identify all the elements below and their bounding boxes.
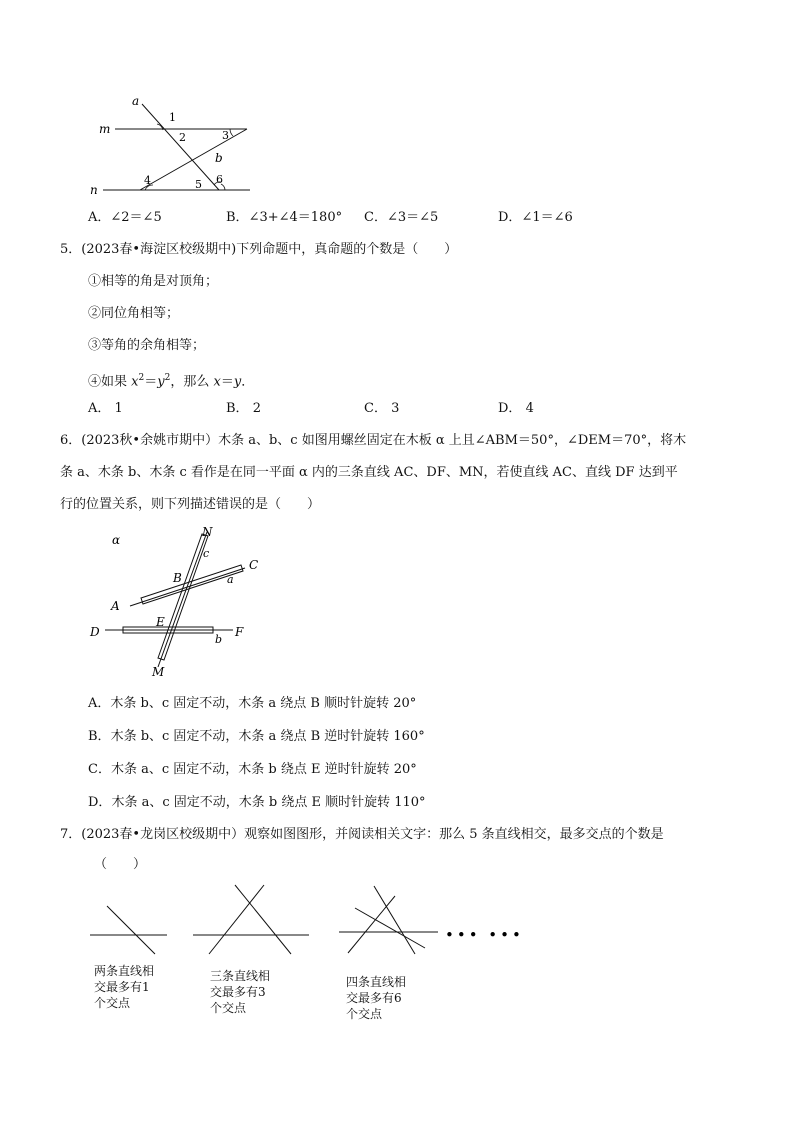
angle-4: 4 bbox=[144, 174, 151, 187]
q6-stem-line-2: 条 a、木条 b、木条 c 看作是在同一平面 α 内的三条直线 AC、DF、MN，若使直线 AC、直线 DF 达到平 bbox=[60, 465, 678, 480]
angle-5: 5 bbox=[195, 178, 202, 191]
q4-option-b[interactable]: B．∠3+∠4＝180° bbox=[226, 210, 343, 225]
label-alpha: α bbox=[112, 533, 121, 547]
q5-item-2: ②同位角相等； bbox=[88, 306, 180, 321]
label-m: m bbox=[99, 122, 111, 136]
q5-stem: 5．(2023春•海淀区校级期中)下列命题中，真命题的个数是（ ） bbox=[60, 242, 458, 257]
label-F: F bbox=[235, 625, 244, 639]
q5-option-d[interactable]: D． 4 bbox=[498, 401, 534, 416]
q4-option-d[interactable]: D．∠1＝∠6 bbox=[498, 210, 573, 225]
label-n: n bbox=[90, 183, 98, 197]
angle-6: 6 bbox=[216, 173, 223, 186]
label-a: a bbox=[132, 94, 140, 108]
label-C: C bbox=[249, 558, 259, 572]
q5-option-b[interactable]: B． 2 bbox=[226, 401, 261, 416]
q7-stem-line-1: 7．(2023春•龙岗区校级期中）观察如图图形，并阅读相关文字：那么 5 条直线相交，最多交点的个数是 bbox=[60, 827, 664, 842]
label-A: A bbox=[111, 599, 120, 613]
label-b-bar: b bbox=[215, 633, 223, 646]
q6-option-a[interactable]: A．木条 b、c 固定不动，木条 a 绕点 B 顺时针旋转 20° bbox=[88, 696, 417, 711]
q5-item-3: ③等角的余角相等； bbox=[88, 338, 206, 353]
q7-caption-2: 三条直线相 交最多有3 个交点 bbox=[210, 969, 271, 1015]
q5-item-1: ①相等的角是对顶角； bbox=[88, 274, 219, 289]
q5-item-4: ④如果 $x^2=y^2$，那么 x＝y． bbox=[88, 373, 255, 390]
q6-stem-line-3: 行的位置关系，则下列描述错误的是（ ） bbox=[60, 497, 321, 512]
label-N: N bbox=[202, 525, 213, 539]
q7-stem-line-2: （ ） bbox=[94, 857, 147, 872]
q6-stem-line-1: 6．(2023秋•余姚市期中）木条 a、b、c 如图用螺丝固定在木板 α 上且∠ABM＝50°，∠DEM＝70°，将木 bbox=[60, 433, 687, 448]
label-B: B bbox=[173, 571, 182, 585]
q4-option-c[interactable]: C．∠3＝∠5 bbox=[364, 210, 439, 225]
angle-3: 3 bbox=[222, 129, 229, 142]
angle-2: 2 bbox=[179, 131, 186, 144]
q5-option-c[interactable]: C． 3 bbox=[364, 401, 400, 416]
label-b: b bbox=[215, 151, 223, 165]
label-a-bar: a bbox=[227, 573, 234, 586]
q7-ellipsis: ••• ••• bbox=[445, 926, 524, 944]
q5-option-a[interactable]: A． 1 bbox=[88, 401, 123, 416]
label-E: E bbox=[156, 615, 165, 629]
q7-caption-1: 两条直线相 交最多有1 个交点 bbox=[94, 964, 155, 1010]
q4-option-a[interactable]: A．∠2＝∠5 bbox=[88, 210, 162, 225]
q4-figure bbox=[85, 92, 260, 200]
label-M: M bbox=[152, 665, 165, 679]
label-D: D bbox=[90, 625, 100, 639]
angle-1: 1 bbox=[169, 111, 176, 124]
label-c: c bbox=[203, 547, 210, 560]
q6-option-d[interactable]: D．木条 a、c 固定不动，木条 b 绕点 E 顺时针旋转 110° bbox=[88, 795, 426, 810]
q6-option-c[interactable]: C．木条 a、c 固定不动，木条 b 绕点 E 逆时针旋转 20° bbox=[88, 762, 417, 777]
q6-option-b[interactable]: B．木条 b、c 固定不动，木条 a 绕点 B 逆时针旋转 160° bbox=[88, 729, 425, 744]
q6-figure bbox=[85, 522, 275, 682]
q7-caption-3: 四条直线相 交最多有6 个交点 bbox=[346, 975, 407, 1021]
q7-figure bbox=[85, 878, 535, 958]
